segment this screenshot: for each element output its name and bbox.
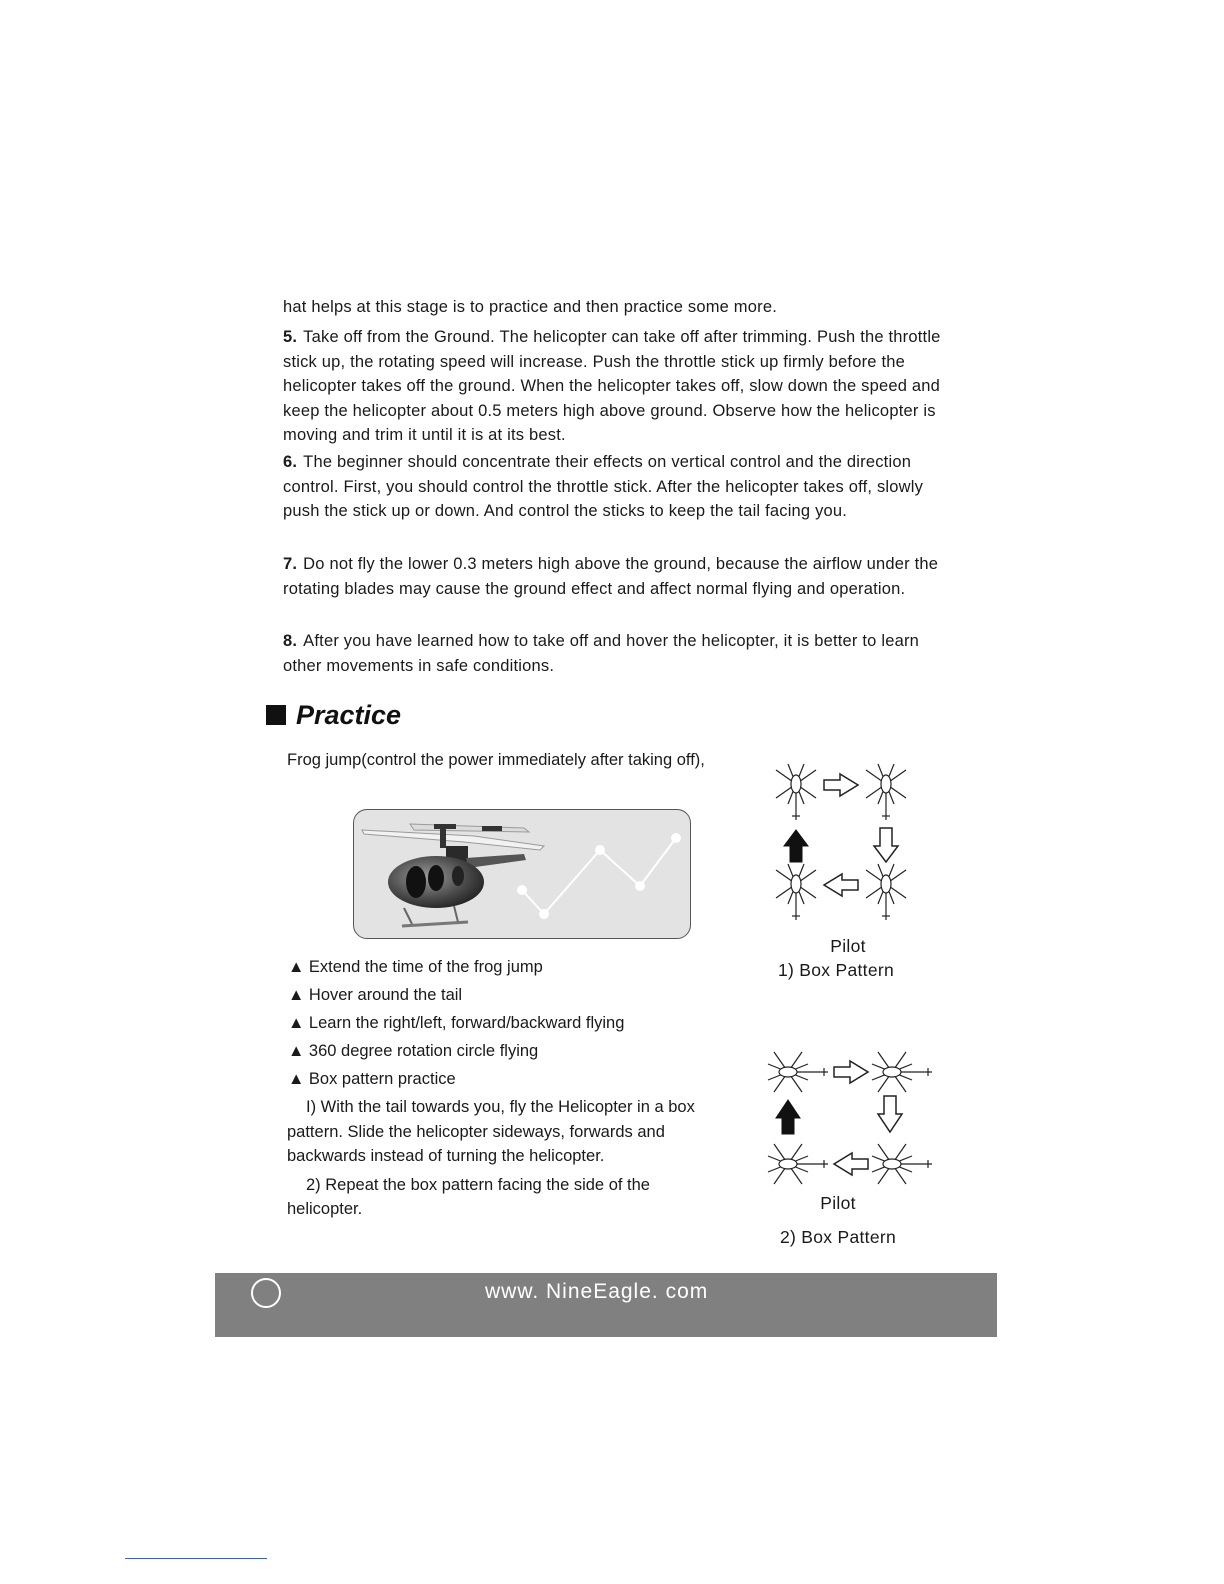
footer-url[interactable]: www. NineEagle. com	[485, 1280, 709, 1303]
item-number: 8.	[283, 632, 298, 650]
bullet-item: ▲ Learn the right/left, forward/backward flying	[288, 1014, 625, 1032]
box-pattern-1-caption: 1) Box Pattern	[777, 960, 895, 980]
item-text: The beginner should concentrate their effects on vertical control and the direction control. First, you should control the throttle stick. After the helicopter takes off, slowly push the stick up or down. And control the sticks to keep the tail facing you.	[283, 453, 924, 520]
continuation-text: hat helps at this stage is to practice and then practice some more.	[283, 298, 777, 316]
box-pattern-2-caption: 2) Box Pattern	[779, 1227, 897, 1247]
pilot-label: Pilot	[820, 1193, 856, 1213]
box-pattern-steps	[287, 1095, 717, 1226]
arrow-left-icon	[834, 1153, 868, 1175]
instruction-item-5	[283, 325, 943, 448]
helicopter-jump-graphic	[354, 810, 690, 938]
box-pattern-1-diagram	[766, 762, 916, 934]
arrow-down-icon	[874, 828, 898, 862]
item-text: Do not fly the lower 0.3 meters high above the ground, because the airflow under the rotating blades may cause the ground effect and affect normal flying and operation.	[283, 555, 939, 598]
arrow-right-icon	[824, 774, 858, 796]
item-number: 7.	[283, 555, 298, 573]
bullet-item: ▲ Hover around the tail	[288, 986, 463, 1004]
arrow-up-icon	[784, 830, 808, 862]
frog-jump-illustration	[353, 809, 691, 939]
link-underline	[125, 1558, 267, 1559]
footer-bar	[215, 1273, 997, 1337]
item-text: Take off from the Ground. The helicopter can take off after trimming. Push the throttle stick up, the rotating speed will increase. Push the throttle stick up firmly before the helicopter takes off the ground. When the helicopter takes off, slow down the speed and keep the helicopter about 0.5 meters high above ground. Observe how the helicopter is moving and trim it until it is at its best.	[283, 328, 941, 444]
section-title: Practice	[296, 700, 402, 730]
section-heading-practice	[266, 700, 401, 731]
page-number-circle-icon	[251, 1278, 281, 1308]
instruction-item-7	[283, 552, 943, 601]
frog-jump-intro: Frog jump(control the power immediately after taking off),	[287, 751, 705, 769]
helicopter-body	[388, 846, 526, 926]
square-bullet-icon	[266, 705, 286, 725]
bullet-item: ▲ Extend the time of the frog jump	[288, 958, 543, 976]
item-text: After you have learned how to take off and hover the helicopter, it is better to learn other movements in safe conditions.	[283, 632, 920, 675]
arrow-left-icon	[824, 874, 858, 896]
arrow-up-icon	[776, 1100, 800, 1134]
bullet-item: ▲ 360 degree rotation circle flying	[288, 1042, 539, 1060]
box-pattern-2-diagram	[762, 1046, 942, 1188]
instruction-item-8	[283, 629, 943, 678]
step-1-text: I) With the tail towards you, fly the Helicopter in a box pattern. Slide the helicopter sideways, forwards and backwards instead of turning the helicopter.	[287, 1098, 695, 1165]
instruction-item-6	[283, 450, 943, 524]
arrow-down-icon	[878, 1096, 902, 1132]
item-number: 6.	[283, 453, 298, 471]
item-number: 5.	[283, 328, 298, 346]
bullet-item: ▲ Box pattern practice	[288, 1070, 456, 1088]
pilot-label: Pilot	[830, 936, 866, 956]
step-2-text: 2) Repeat the box pattern facing the side of the helicopter.	[287, 1175, 650, 1218]
arrow-right-icon	[834, 1061, 868, 1083]
